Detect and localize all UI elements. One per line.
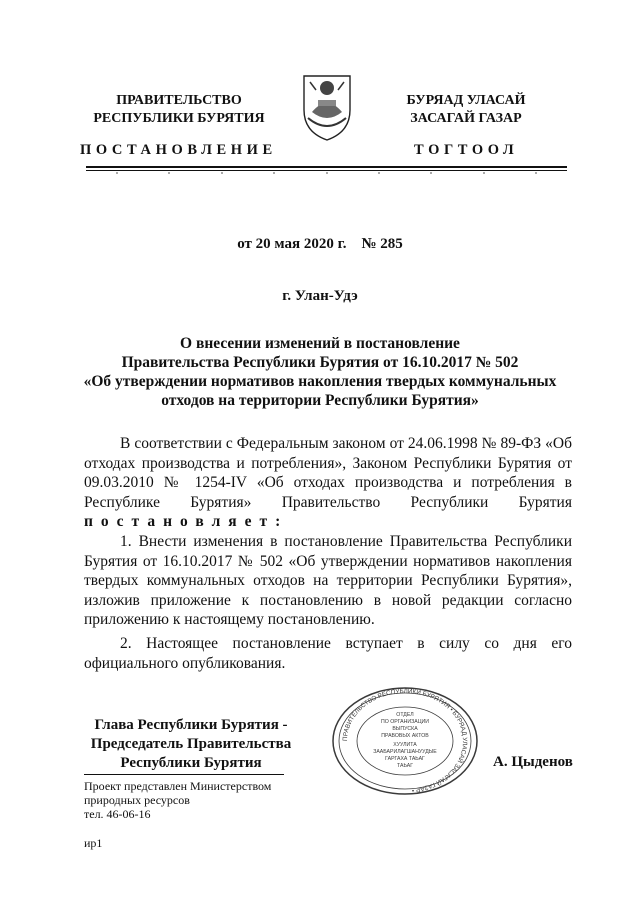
header-right-line2: ЗАСАГАЙ ГАЗАР [410, 111, 522, 126]
item-2: 2. Настоящее постановление вступает в силу со дня его официального опубликования. [84, 635, 572, 672]
doc-type-right: ТОГТООЛ [414, 142, 519, 158]
header-right-org [376, 92, 556, 128]
header-left-line2: РЕСПУБЛИКИ БУРЯТИЯ [93, 111, 265, 126]
title-line1: О внесении изменений в постановление [180, 335, 460, 352]
stamp-line2: ПО ОРГАНИЗАЦИИ [381, 719, 429, 725]
title-line4: отходов на территории Республики Бурятия» [161, 392, 479, 409]
date-number: от 20 мая 2020 г. № 285 [237, 236, 403, 252]
stamp-line5: ХУУЛИТА [393, 742, 417, 748]
footer-code: ир1 [84, 836, 103, 850]
stamp-outer-text: ПРАВИТЕЛЬСТВО РЕСПУБЛИКИ БУРЯТИЯ • БУРЯАД УЛАСАЙ ЗАСАГАЙ ГАЗАР • [341, 687, 469, 794]
footer-rule [84, 774, 284, 775]
stamp-line1: ОТДЕЛ [396, 712, 414, 718]
stamp-line6: ЗААБАРИЛАГШАНУУДЫЕ [373, 749, 437, 755]
signature-line2: Председатель Правительства [90, 736, 292, 752]
official-stamp [330, 686, 480, 796]
footer-line1: Проект представлен Министерством [84, 779, 272, 793]
coat-of-arms-icon [298, 70, 356, 142]
header-dotted-line [86, 172, 567, 176]
signatory-name: А. Цыденов [493, 754, 573, 770]
header-left-org [84, 92, 274, 128]
stamp-line3: ВЫПУСКА [392, 726, 418, 732]
footer-contact [84, 779, 271, 821]
signature-line3: Республики Бурятия [120, 755, 262, 771]
footer-line3: тел. 46-06-16 [84, 807, 151, 821]
header-right-line1: БУРЯАД УЛАСАЙ [406, 93, 526, 108]
header-left-line1: ПРАВИТЕЛЬСТВО [116, 93, 242, 108]
stamp-line4: ПРАВОВЫХ АКТОВ [381, 733, 429, 739]
document-title [60, 334, 580, 410]
title-line2: Правительства Республики Бурятия от 16.10.2017 № 502 [121, 354, 519, 371]
signature-position [76, 716, 306, 773]
header-rule-thin [86, 170, 567, 171]
item-1: 1. Внести изменения в постановление Правительства Республики Бурятия от 16.10.2017 № 502 «Об утверждении нормативов накопления твердых коммунальных отходов на территории Республики Бурятия», изложив приложение к постановлению в новой редакции согласно приложению к настоящему постановлению. [84, 533, 572, 628]
title-line3: «Об утверждении нормативов накопления твердых коммунальных [83, 373, 557, 390]
stamp-line7: ГАРГАХА ТАЬАГ [385, 756, 425, 762]
city: г. Улан-Удэ [282, 288, 358, 304]
preamble [84, 434, 572, 532]
footer-line2: природных ресурсов [84, 793, 190, 807]
preamble-text: В соответствии с Федеральным законом от 24.06.1998 № 89-ФЗ «Об отходах производства и потребления», Законом Республики Бурятия от 09.03.2010 № 1254-IV «Об отходах производства и потребления в Республике Бурятия» Правительство Республики Бурятия [84, 435, 572, 511]
stamp-line8: ТАЬАГ [396, 763, 414, 769]
header-rule-thick [86, 166, 567, 168]
signature-line1: Глава Республики Бурятия - [94, 717, 288, 733]
preamble-resolves: постановляет: [84, 513, 289, 530]
doc-type-left: ПОСТАНОВЛЕНИЕ [80, 142, 277, 158]
